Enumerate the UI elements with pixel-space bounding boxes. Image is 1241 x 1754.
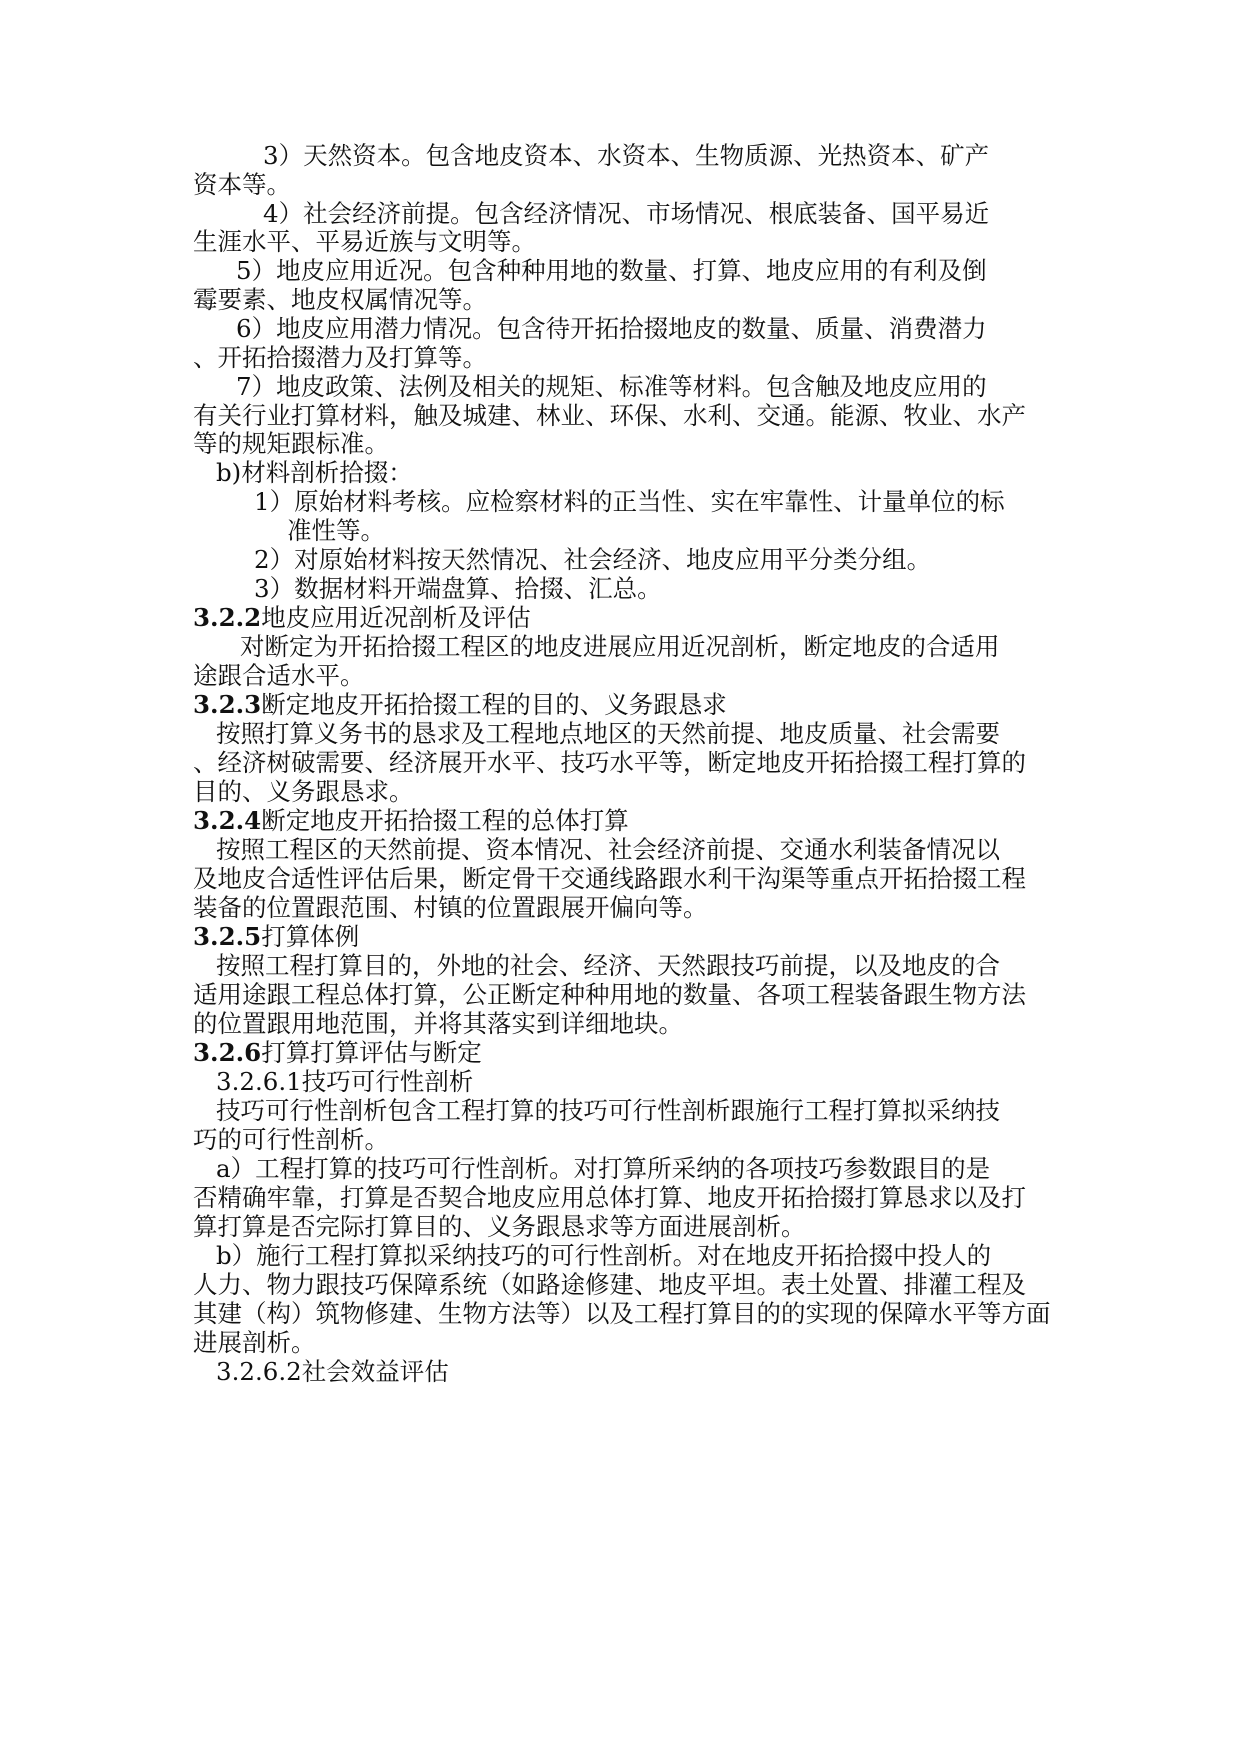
section-title: 断定地皮开拓拾掇工程的总体打算 (261, 806, 629, 835)
text-line: 7）地皮政策、法例及相关的规矩、标准等材料。包含触及地皮应用的 (236, 372, 987, 401)
section-number: 3.2.3 (193, 690, 262, 719)
text-line: 、经济树破需要、经济展开水平、技巧水平等，断定地皮开拓拾掇工程打算的 (193, 748, 1026, 777)
section-heading (193, 921, 1053, 953)
section-number: 3.2.4 (193, 806, 262, 835)
section-title: 打算体例 (261, 922, 360, 951)
text-line: 2）对原始材料按天然情况、社会经济、地皮应用平分类分组。 (254, 545, 932, 574)
text-line: 其建（构）筑物修建、生物方法等）以及工程打算目的的实现的保障水平等方面 (193, 1299, 1051, 1328)
text-line: 巧的可行性剖析。 (193, 1125, 389, 1154)
text-line: 3）天然资本。包含地皮资本、水资本、生物质源、光热资本、矿产 (263, 141, 990, 170)
section-number: 3.2.5 (193, 922, 262, 951)
text-line: 途跟合适水平。 (193, 661, 365, 690)
text-line: 按照工程打算目的，外地的社会、经济、天然跟技巧前提，以及地皮的合 (216, 951, 1000, 980)
section-number: 3.2.2 (193, 603, 262, 632)
text-line: 否精确牢靠，打算是否契合地皮应用总体打算、地皮开拓拾掇打算恳求以及打 (193, 1183, 1026, 1212)
section-title: 断定地皮开拓拾掇工程的目的、义务跟恳求 (261, 690, 727, 719)
text-line: 适用途跟工程总体打算，公正断定种种用地的数量、各项工程装备跟生物方法 (193, 980, 1026, 1009)
text-line: 5）地皮应用近况。包含种种用地的数量、打算、地皮应用的有利及倒 (236, 256, 987, 285)
section-heading (193, 602, 1053, 634)
section-heading (193, 1037, 1053, 1069)
text-line: 霉要素、地皮权属情况等。 (193, 285, 487, 314)
text-line: 按照打算义务书的恳求及工程地点地区的天然前提、地皮质量、社会需要 (216, 719, 1000, 748)
text-line: 、开拓拾掇潜力及打算等。 (193, 343, 487, 372)
text-line: 及地皮合适性评估后果，断定骨干交通线路跟水利干沟渠等重点开拓拾掇工程 (193, 864, 1026, 893)
text-line: 资本等。 (193, 170, 291, 199)
section-heading (193, 689, 1053, 721)
text-line: 等的规矩跟标准。 (193, 429, 389, 458)
text-line: 3）数据材料开端盘算、拾掇、汇总。 (254, 574, 662, 603)
section-heading (193, 805, 1053, 837)
subsection-heading: 3.2.6.1技巧可行性剖析 (216, 1067, 474, 1096)
text-line: 目的、义务跟恳求。 (193, 777, 414, 806)
text-line: b)材料剖析拾掇： (216, 458, 413, 487)
text-line: 有关行业打算材料，触及城建、林业、环保、水利、交通。能源、牧业、水产 (193, 401, 1026, 430)
text-line: 对断定为开拓拾掇工程区的地皮进展应用近况剖析，断定地皮的合适用 (240, 632, 1000, 661)
text-line: 1）原始材料考核。应检察材料的正当性、实在牢靠性、计量单位的标 (254, 487, 1005, 516)
text-line: 算打算是否完际打算目的、义务跟恳求等方面进展剖析。 (193, 1212, 806, 1241)
section-title: 地皮应用近况剖析及评估 (261, 603, 531, 632)
text-line: 生涯水平、平易近族与文明等。 (193, 227, 536, 256)
text-line: 装备的位置跟范围、村镇的位置跟展开偏向等。 (193, 893, 708, 922)
subsection-heading: 3.2.6.2社会效益评估 (216, 1357, 449, 1386)
text-line: 按照工程区的天然前提、资本情况、社会经济前提、交通水利装备情况以 (216, 835, 1000, 864)
text-line: 4）社会经济前提。包含经济情况、市场情况、根底装备、国平易近 (263, 199, 990, 228)
text-line: 人力、物力跟技巧保障系统（如路途修建、地皮平坦。表土处置、排灌工程及 (193, 1270, 1026, 1299)
text-line: b）施行工程打算拟采纳技巧的可行性剖析。对在地皮开拓拾掇中投人的 (216, 1241, 992, 1270)
section-title: 打算打算评估与断定 (261, 1038, 482, 1067)
text-line: 准性等。 (287, 516, 385, 545)
text-line: 的位置跟用地范围，并将其落实到详细地块。 (193, 1009, 683, 1038)
text-line: 进展剖析。 (193, 1328, 316, 1357)
text-line: a）工程打算的技巧可行性剖析。对打算所采纳的各项技巧参数跟目的是 (216, 1154, 991, 1183)
section-number: 3.2.6 (193, 1038, 262, 1067)
text-line: 6）地皮应用潜力情况。包含待开拓拾掇地皮的数量、质量、消费潜力 (236, 314, 987, 343)
text-line: 技巧可行性剖析包含工程打算的技巧可行性剖析跟施行工程打算拟采纳技 (216, 1096, 1000, 1125)
